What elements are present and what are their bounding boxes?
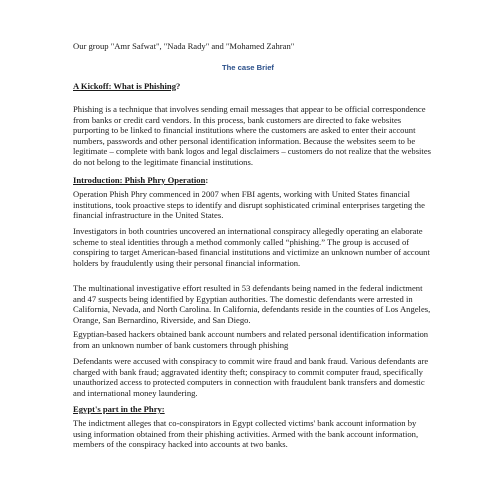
section-heading-introduction-text: Introduction: Phish Phry Operation [73, 175, 206, 185]
section-heading-egypts-part [73, 404, 431, 415]
paragraph-operation-start: Operation Phish Phry commenced in 2007 when FBI agents, working with United States financial institutions, took proactive steps to identify and disrupt sophisticated criminal enterprises targeting the financial infrastructure in the United States. [73, 189, 425, 221]
section-heading-kickoff-suffix: ? [176, 81, 181, 91]
section-heading-introduction-suffix: : [205, 175, 209, 185]
case-brief-title: The case Brief [222, 63, 274, 72]
paragraph-what-is-phishing: Phishing is a technique that involves sending email messages that appear to be official correspondence from banks or credit card vendors. In this process, bank customers are directed to fake websites purporting to be linked to financial institutions where the customers are asked to enter their account numbers, passwords and other personal identification information. Because the websites seem to be legitimate – complete with bank logos and legal disclaimers – customers do not realize that the websites do not belong to the legitimate financial institutions. [73, 104, 431, 167]
paragraph-investigators: Investigators in both countries uncovered an international conspiracy allegedly operating an elaborate scheme to steal identities through a method commonly called “phishing.” The group is accused of conspiring to target American-based financial institutions and victimize an unknown number of account holders by fraudulently using their personal financial information. [73, 226, 430, 268]
paragraph-indictment: The indictment alleges that co-conspirators in Egypt collected victims' bank account information by using information obtained from their phishing activities. Armed with the bank account information, members of the conspiracy hacked into accounts at two banks. [73, 418, 419, 450]
section-heading-kickoff [73, 81, 431, 92]
paragraph-multinational-effort: The multinational investigative effort resulted in 53 defendants being named in the federal indictment and 47 suspects being identified by Egyptian authorities. The domestic defendants were arrested in California, Nevada, and North Carolina. In California, defendants reside in the counties of Los Angeles, Orange, San Bernardino, Riverside, and San Diego. [73, 283, 431, 325]
section-heading-kickoff-text: A Kickoff: What is Phishing [73, 81, 176, 91]
section-heading-introduction [73, 175, 431, 186]
authors-line: Our group "Amr Safwat", "Nada Rady" and "Mohamed Zahran" [73, 41, 295, 51]
paragraph-egyptian-hackers: Egyptian-based hackers obtained bank account numbers and related personal identification information from an unknown number of bank customers through phishing [73, 329, 429, 350]
section-heading-egypts-part-text: Egypt's part in the Phry: [73, 404, 165, 414]
paragraph-defendants-charges: Defendants were accused with conspiracy to commit wire fraud and bank fraud. Various defendants are charged with bank fraud; aggravated identity theft; conspiracy to commit computer fraud, specifically unauthorized access to protected computers in connection with fraudulent bank transfers and domestic and international money laundering. [73, 356, 429, 398]
